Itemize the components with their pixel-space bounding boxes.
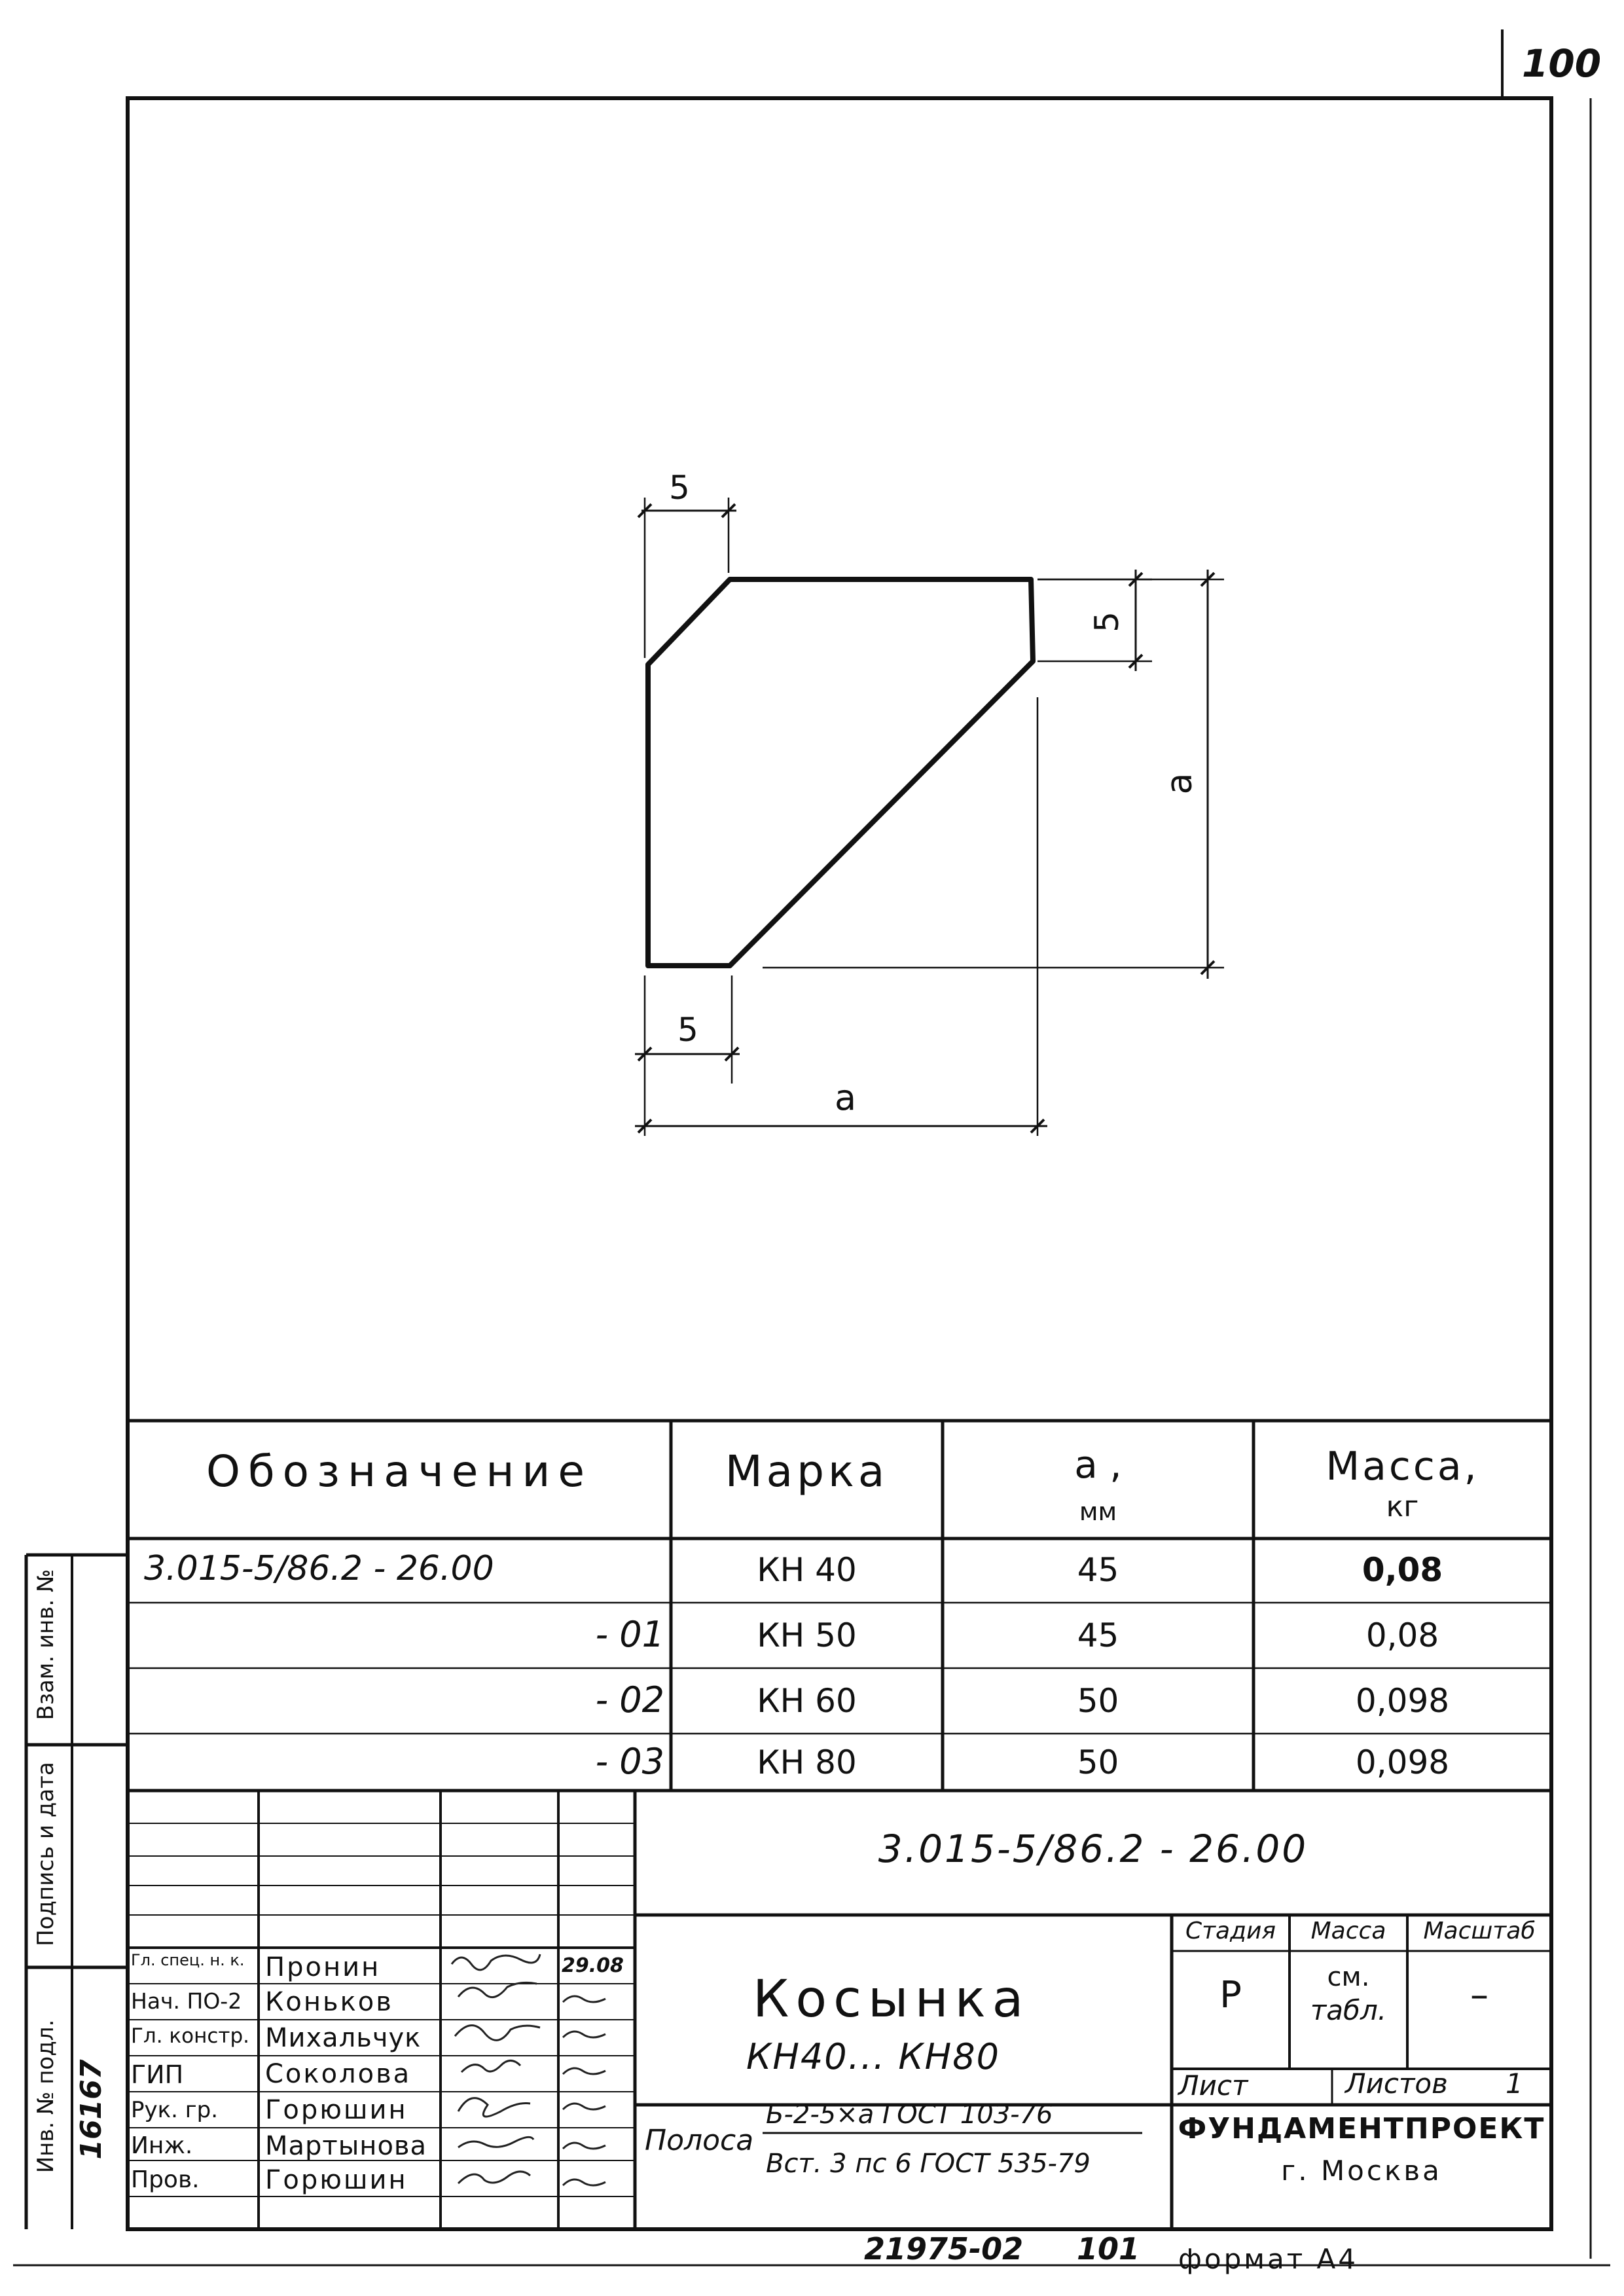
stage-value: Р: [1219, 1974, 1242, 2016]
strip-podpis: Подпись и дата: [33, 1762, 59, 1946]
header-mass: Масса,: [1326, 1444, 1479, 1489]
role-1: Гл. спец. н. к.: [131, 1951, 245, 1969]
row2-designation: - 01: [595, 1614, 664, 1655]
dim-bottom-5: 5: [677, 1011, 698, 1049]
material-prefix: Полоса: [645, 2124, 754, 2157]
name-2: Коньков: [265, 1987, 393, 2017]
item-name: Косынка: [753, 1970, 1030, 2029]
footer-code: 21975-02: [864, 2231, 1024, 2267]
strip-inv-value: 16167: [75, 2059, 108, 2160]
role-3: Гл. констр.: [131, 2024, 250, 2048]
strip-inv: Инв. № подл.: [33, 2019, 59, 2174]
dim-bottom-a: a: [835, 1077, 857, 1118]
role-7: Пров.: [131, 2166, 200, 2193]
signatures: [452, 1954, 605, 2185]
name-6: Мартынова: [265, 2131, 427, 2161]
row1-mark: КН 40: [757, 1551, 857, 1589]
row4-designation: - 03: [595, 1741, 664, 1782]
row3-designation: - 02: [595, 1679, 664, 1721]
name-3: Михальчук: [265, 2023, 422, 2053]
dim-right-5: 5: [1087, 611, 1126, 632]
gusset-outline: [648, 579, 1033, 966]
role-2: Нач. ПО-2: [131, 1988, 242, 2014]
row1-a: 45: [1077, 1551, 1119, 1589]
header-a: a ,: [1074, 1442, 1122, 1487]
row1-designation: 3.015-5/86.2 - 26.00: [144, 1549, 494, 1588]
item-range: КН40... КН80: [746, 2036, 1000, 2077]
row2-mark: КН 50: [757, 1616, 857, 1654]
row3-mass: 0,098: [1355, 1682, 1450, 1720]
header-mass-unit: кг: [1386, 1490, 1419, 1523]
sheets-label: Листов: [1345, 2068, 1448, 2100]
drawing-frame: [128, 98, 1551, 2229]
doc-code: 3.015-5/86.2 - 26.00: [878, 1827, 1308, 1871]
row4-mark: КН 80: [757, 1743, 857, 1781]
material-bottom: Вст. 3 пс 6 ГОСТ 535-79: [766, 2149, 1091, 2179]
role-4: ГИП: [131, 2060, 184, 2089]
row3-a: 50: [1077, 1682, 1119, 1720]
row4-mass: 0,098: [1355, 1743, 1450, 1781]
role-5: Рук. гр.: [131, 2097, 219, 2123]
name-5: Горюшин: [265, 2095, 408, 2125]
name-7: Горюшин: [265, 2165, 408, 2195]
dim-top-5: 5: [669, 469, 690, 507]
name-4: Соколова: [265, 2059, 412, 2089]
sheets-value: 1: [1506, 2068, 1523, 2100]
header-mark: Марка: [725, 1446, 889, 1497]
sheet-label: Лист: [1178, 2069, 1248, 2102]
date-1: 29.08: [562, 1954, 624, 1977]
mass-label: Масса: [1310, 1918, 1386, 1944]
footer-page: 101: [1077, 2231, 1140, 2267]
org-name: ФУНДАМЕНТПРОЕКТ: [1178, 2112, 1545, 2145]
row2-mass: 0,08: [1365, 1616, 1439, 1654]
footer-format: формат А4: [1178, 2243, 1358, 2275]
strip-vzam: Взам. инв. №: [33, 1569, 59, 1721]
scale-value: –: [1470, 1974, 1489, 2016]
page-number: 100: [1522, 41, 1602, 86]
row1-mass: 0,08: [1362, 1551, 1443, 1589]
header-designation: Обозначение: [206, 1446, 592, 1497]
org-city: г. Москва: [1281, 2155, 1442, 2187]
scale-label: Масштаб: [1423, 1918, 1536, 1944]
dim-right-a: a: [1158, 773, 1200, 795]
stage-label: Стадия: [1185, 1918, 1276, 1944]
header-a-unit: мм: [1079, 1497, 1117, 1526]
material-top: Б-2-5×а ГОСТ 103-76: [766, 2100, 1053, 2130]
role-6: Инж.: [131, 2132, 193, 2159]
mass-value-1: см.: [1327, 1962, 1370, 1992]
mass-value-2: табл.: [1310, 1994, 1387, 2026]
name-1: Пронин: [265, 1952, 381, 1982]
row4-a: 50: [1077, 1743, 1119, 1781]
row3-mark: КН 60: [757, 1682, 857, 1720]
row2-a: 45: [1077, 1616, 1119, 1654]
